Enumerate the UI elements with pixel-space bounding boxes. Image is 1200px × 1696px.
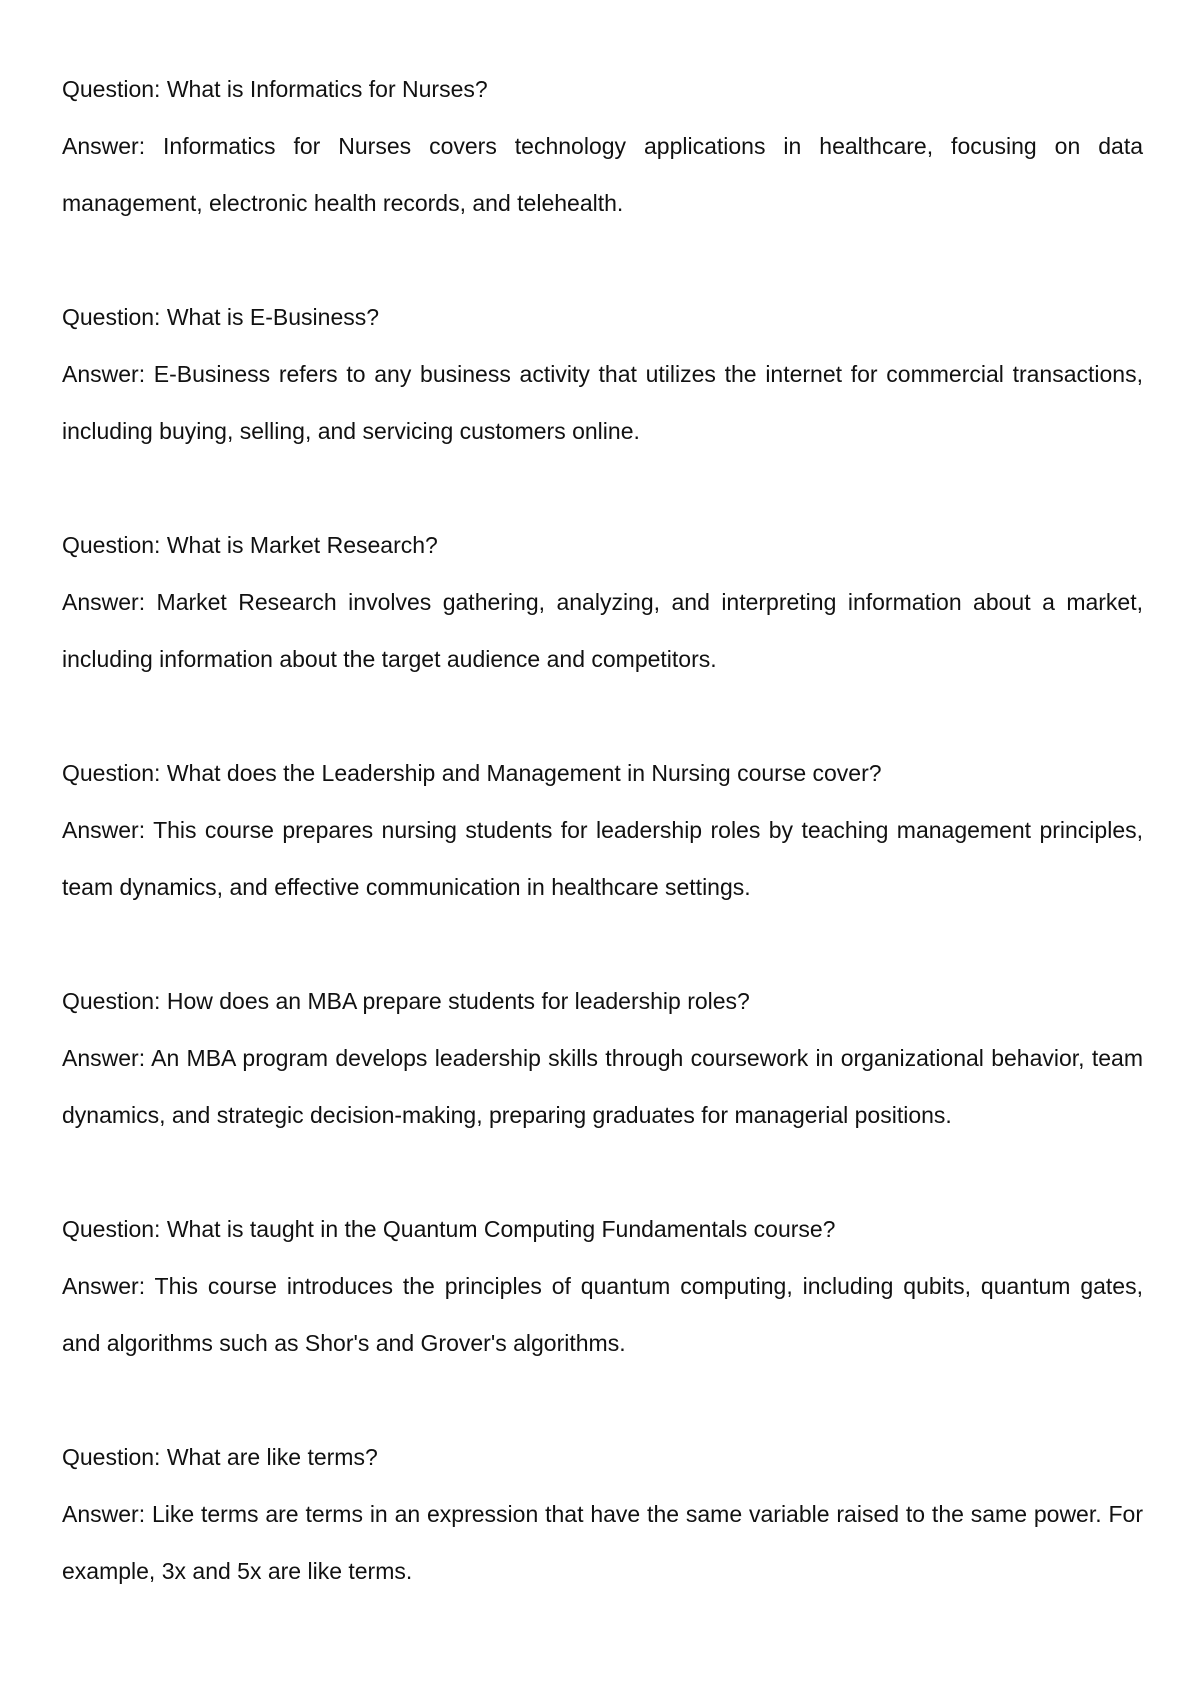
answer-text: Answer: An MBA program develops leadership skills through coursework in organizational behavior, team dynamics, and strategic decision-making, preparing graduates for managerial positions. (62, 1045, 1143, 1128)
answer-text: Answer: Market Research involves gathering, analyzing, and interpreting information about a market, including information about the target audience and competitors. (62, 589, 1143, 672)
qa-item-mba (62, 972, 1143, 1144)
answer-text: Answer: E-Business refers to any business activity that utilizes the internet for commercial transactions, including buying, selling, and servicing customers online. (62, 361, 1143, 444)
document-page (62, 60, 1143, 1656)
question-text: Question: What is Market Research? (62, 532, 438, 558)
question-text: Question: What is taught in the Quantum Computing Fundamentals course? (62, 1216, 836, 1242)
qa-item-quantum-computing (62, 1200, 1143, 1372)
answer-text: Answer: Like terms are terms in an expression that have the same variable raised to the same power. For example, 3x and 5x are like terms. (62, 1501, 1143, 1584)
qa-item-e-business (62, 288, 1143, 460)
question-text: Question: What is E-Business? (62, 304, 380, 330)
qa-item-like-terms (62, 1428, 1143, 1600)
question-text: Question: How does an MBA prepare students for leadership roles? (62, 988, 750, 1014)
question-text: Question: What does the Leadership and Management in Nursing course cover? (62, 760, 882, 786)
answer-text: Answer: This course prepares nursing students for leadership roles by teaching management principles, team dynamics, and effective communication in healthcare settings. (62, 817, 1143, 900)
answer-text: Answer: This course introduces the principles of quantum computing, including qubits, quantum gates, and algorithms such as Shor's and Grover's algorithms. (62, 1273, 1143, 1356)
qa-item-leadership-nursing (62, 744, 1143, 916)
question-text: Question: What is Informatics for Nurses? (62, 76, 488, 102)
answer-text: Answer: Informatics for Nurses covers technology applications in healthcare, focusing on data management, electronic health records, and telehealth. (62, 133, 1143, 216)
question-text: Question: What are like terms? (62, 1444, 378, 1470)
qa-item-market-research (62, 516, 1143, 688)
qa-item-informatics (62, 60, 1143, 232)
